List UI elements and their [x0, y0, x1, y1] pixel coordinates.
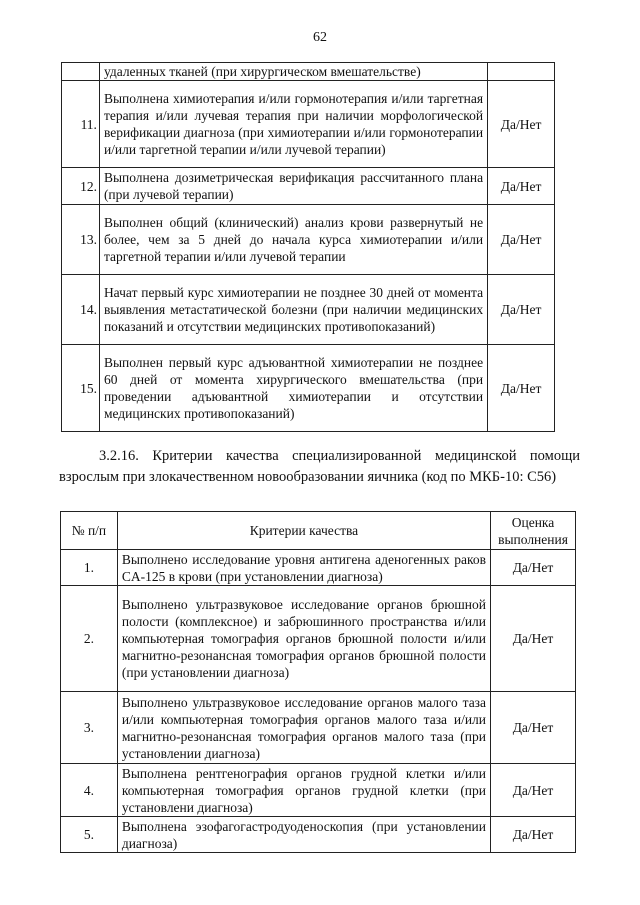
table-row: [61, 817, 576, 853]
criterion-text: Выполнено исследование уровня антигена аденогенных раков CA-125 в крови (при установлении диагноза): [117, 550, 490, 586]
criteria-table-continued: [61, 62, 555, 432]
page-number: 62: [313, 30, 327, 45]
criterion-text: Выполнено ультразвуковое исследование органов малого таза и/или компьютерная томография органов малого таза и/или магнитно-резонансная томография органов малого таза (при установлении диагноза): [117, 692, 490, 764]
ovarian-criteria-table: [60, 511, 576, 853]
assessment-value: Да/Нет: [491, 550, 576, 586]
table-row: [62, 81, 555, 168]
assessment-value: Да/Нет: [488, 345, 555, 432]
row-number: 4.: [61, 764, 118, 817]
row-number: 2.: [61, 586, 118, 692]
row-number: 13.: [62, 205, 100, 275]
header-assessment: Оценка выполнения: [491, 512, 576, 550]
table-row: [62, 275, 555, 345]
row-number: 15.: [62, 345, 100, 432]
row-number: 5.: [61, 817, 118, 853]
criterion-text: Выполнена дозиметрическая верификация рассчитанного плана (при лучевой терапии): [99, 168, 487, 205]
criterion-text: Выполнена эзофагогастродуоденоскопия (при установлении диагноза): [117, 817, 490, 853]
row-number: 3.: [61, 692, 118, 764]
assessment-value: Да/Нет: [488, 275, 555, 345]
table-row: [62, 345, 555, 432]
header-number: № п/п: [61, 512, 118, 550]
assessment-value: Да/Нет: [491, 586, 576, 692]
assessment-value: Да/Нет: [488, 205, 555, 275]
assessment-value: Да/Нет: [488, 168, 555, 205]
table-header-row: [61, 512, 576, 550]
criterion-text: Начат первый курс химиотерапии не позднее 30 дней от момента выявления метастатической болезни (при наличии медицинских показаний и отсутствии медицинских противопоказаний): [99, 275, 487, 345]
table-row: [62, 205, 555, 275]
row-number: 14.: [62, 275, 100, 345]
assessment-value: Да/Нет: [491, 764, 576, 817]
criterion-text: Выполнен первый курс адъювантной химиотерапии не позднее 60 дней от момента хирургического вмешательства (при проведении адъювантной химиотерапии и отсутствии медицинских противопоказаний): [99, 345, 487, 432]
header-criteria: Критерии качества: [117, 512, 490, 550]
criterion-text: Выполнена химиотерапия и/или гормонотерапия и/или таргетная терапия и/или лучевая терапия при наличии морфологической верификации диагноза (при химиотерапии и/или гормонотерапии и/или таргетной терапии и/или лучевой терапии): [99, 81, 487, 168]
assessment-value: [488, 63, 555, 81]
row-number: 1.: [61, 550, 118, 586]
criterion-text: Выполнено ультразвуковое исследование органов брюшной полости (комплексное) и забрюшинного пространства и/или компьютерная томография органов брюшной полости и/или магнитно-резонансная томография органов брюшной полости (при установлении диагноза): [117, 586, 490, 692]
table-row: [62, 63, 555, 81]
assessment-value: Да/Нет: [491, 692, 576, 764]
table-row: [61, 586, 576, 692]
row-number: [62, 63, 100, 81]
table-row: [61, 764, 576, 817]
table-row: [61, 550, 576, 586]
table-row: [61, 692, 576, 764]
criterion-text: Выполнен общий (клинический) анализ крови развернутый не более, чем за 5 дней до начала курса химиотерапии и/или таргетной терапии и/или лучевой терапии: [99, 205, 487, 275]
section-heading-paragraph: 3.2.16. Критерии качества специализированной медицинской помощи взрослым при злокачественном новообразовании яичника (код по МКБ-10: C56): [59, 448, 580, 485]
criterion-text: Выполнена рентгенография органов грудной клетки и/или компьютерная томография органов грудной клетки (при установлени диагноза): [117, 764, 490, 817]
row-number: 11.: [62, 81, 100, 168]
row-number: 12.: [62, 168, 100, 205]
criterion-text: удаленных тканей (при хирургическом вмешательстве): [99, 63, 487, 81]
assessment-value: Да/Нет: [488, 81, 555, 168]
assessment-value: Да/Нет: [491, 817, 576, 853]
table-row: [62, 168, 555, 205]
